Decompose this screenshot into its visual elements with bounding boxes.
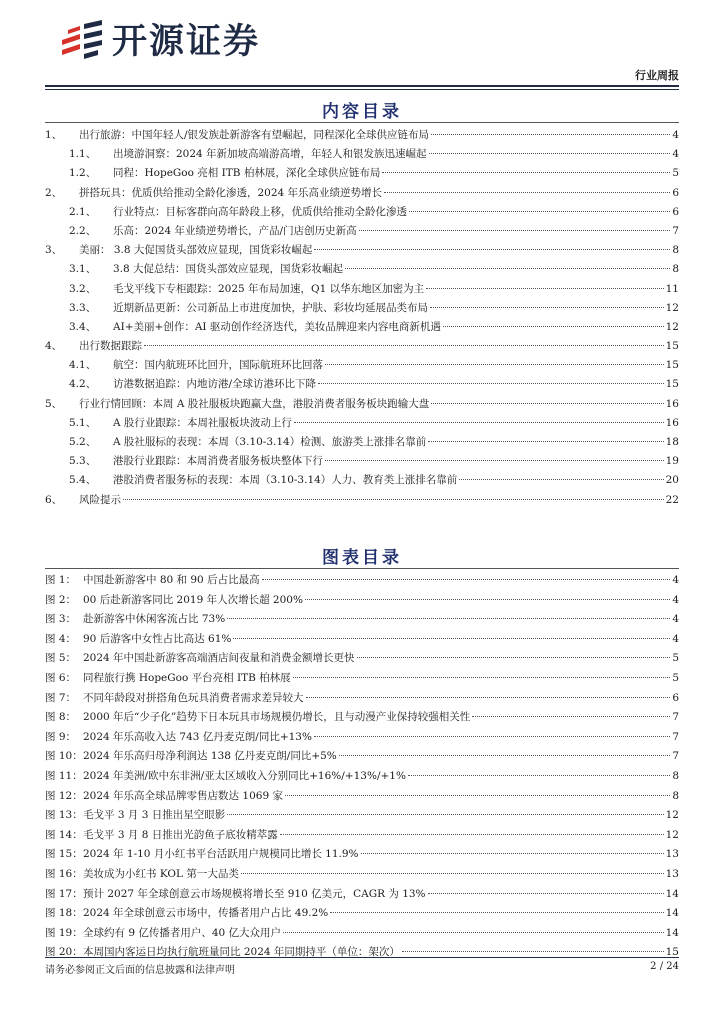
- entry-title: 出境游洞察：2024 年新加坡高端游高增，年轻人和银发族迅速崛起: [113, 148, 427, 161]
- entry-number: 2.1、: [69, 205, 97, 218]
- figure-entry[interactable]: [45, 748, 679, 768]
- figure-entry[interactable]: [45, 572, 679, 592]
- entry-page: 4: [672, 632, 679, 645]
- entry-title: 港股消费者服务标的表现：本周（3.10-3.14）人力、教育类上涨排名靠前: [113, 474, 458, 487]
- toc-entry[interactable]: [45, 300, 679, 319]
- dot-leader: [123, 499, 664, 500]
- entry-title: 2024 年中国赴新游客高端酒店间夜量和消费金额增长更快: [83, 652, 355, 665]
- dot-leader: [294, 422, 664, 423]
- figure-entry[interactable]: [45, 866, 679, 886]
- entry-page: 6: [672, 186, 679, 199]
- entry-page: 4: [672, 129, 679, 141]
- dot-leader: [306, 697, 671, 698]
- entry-page: 7: [672, 711, 679, 724]
- figure-entry[interactable]: [45, 592, 679, 612]
- entry-page: 5: [672, 167, 679, 180]
- entry-title: A 股社服标的表现：本周（3.10-3.14）检测、旅游类上涨排名靠前: [113, 436, 427, 448]
- entry-page: 8: [672, 769, 679, 782]
- entry-title: 行业行情回顾：本周 A 股社服板块跑赢大盘，港股消费者服务板块跑输大盘: [79, 397, 430, 410]
- figure-entry[interactable]: [45, 670, 679, 690]
- toc-entry[interactable]: [45, 146, 679, 165]
- entry-title: 出行旅游：中国年轻人/银发族赴新游客有望崛起，同程深化全球供应链布局: [79, 129, 430, 141]
- entry-title: 2000 年后“少子化”趋势下日本玩具市场规模仍增长，且与动漫产业保持较强相关性: [83, 711, 471, 724]
- entry-page: 12: [665, 828, 679, 841]
- entry-page: 14: [665, 926, 679, 939]
- entry-number: 4.2、: [69, 378, 97, 391]
- entry-page: 15: [665, 359, 679, 372]
- entry-page: 22: [665, 493, 679, 506]
- dot-leader: [357, 657, 671, 658]
- dot-leader: [382, 172, 670, 173]
- entry-title: 港股行业跟踪：本周消费者服务板块整体下行: [113, 455, 323, 468]
- dot-leader: [241, 873, 664, 874]
- entry-number: 图 8：: [45, 711, 77, 724]
- toc-entry[interactable]: [45, 492, 679, 511]
- entry-page: 4: [672, 613, 679, 626]
- entry-title: 本周国内客运日均执行航班量同比 2024 年同期持平（单位：架次）: [83, 946, 400, 959]
- entry-page: 6: [672, 691, 679, 704]
- entry-number: 5、: [45, 397, 63, 410]
- entry-title: 2024 年美洲/欧中东非洲/亚太区域收入分别同比+16%/+13%/+1%: [83, 769, 406, 782]
- dot-leader: [293, 677, 671, 678]
- entry-number: 5.4、: [69, 474, 97, 487]
- figure-entry[interactable]: [45, 827, 679, 847]
- entry-title: 2024 年乐高归母净利润达 138 亿丹麦克朗/同比+5%: [83, 750, 337, 763]
- entry-title: 同程旅行携 HopeGoo 平台亮相 ITB 柏林展: [83, 671, 291, 684]
- logo-mark-icon: [58, 20, 106, 64]
- entry-number: 图 13：: [45, 809, 83, 822]
- entry-number: 图 20：: [45, 946, 83, 959]
- header-divider: [45, 85, 679, 87]
- entry-number: 2、: [45, 186, 63, 199]
- logo-text: 开源证券: [112, 21, 261, 62]
- entry-title: 2024 年 1-10 月小红书平台活跃用户规模同比增长 11.9%: [83, 848, 359, 861]
- dot-leader: [285, 795, 670, 796]
- dot-leader: [325, 364, 664, 365]
- toc-entry[interactable]: [45, 261, 679, 280]
- entry-number: 图 3：: [45, 613, 77, 626]
- dot-leader: [409, 211, 670, 212]
- entry-title: 航空：国内航班环比回升，国际航班环比回落: [113, 359, 323, 372]
- entry-number: 3.3、: [69, 301, 97, 314]
- dot-leader: [227, 814, 663, 815]
- entry-page: 15: [665, 946, 679, 959]
- entry-page: 11: [665, 282, 679, 295]
- dot-leader: [443, 326, 664, 327]
- dot-leader: [472, 716, 670, 717]
- dot-leader: [361, 853, 664, 854]
- dot-leader: [144, 345, 664, 346]
- entry-page: 13: [665, 848, 679, 861]
- dot-leader: [359, 230, 671, 231]
- entry-title: 中国赴新游客中 80 和 90 后占比最高: [83, 574, 260, 586]
- dot-leader: [426, 288, 663, 289]
- toc-entry[interactable]: [45, 376, 679, 395]
- entry-page: 8: [672, 244, 679, 257]
- entry-title: 2024 年全球创意云市场中，传播者用户占比 49.2%: [83, 907, 329, 920]
- entry-page: 7: [672, 224, 679, 237]
- toc-entry[interactable]: [45, 415, 679, 434]
- dot-leader: [262, 579, 671, 580]
- entry-page: 6: [672, 205, 679, 218]
- figure-entry[interactable]: [45, 631, 679, 651]
- figures-title-divider: [45, 568, 679, 569]
- entry-number: 图 9：: [45, 730, 77, 743]
- entry-title: 美妆成为小红书 KOL 第一大品类: [83, 867, 239, 880]
- entry-number: 5.1、: [69, 416, 97, 429]
- entry-title: 毛戈平 3 月 3 日推出星空眼影: [83, 809, 226, 822]
- dot-leader: [227, 618, 670, 619]
- entry-title: 3.8 大促总结：国货头部效应显现，国货彩妆崛起: [113, 263, 344, 276]
- entry-title: 拼搭玩具：优质供给推动全龄化渗透，2024 年乐高业绩逆势增长: [79, 186, 383, 199]
- figure-entry[interactable]: [45, 709, 679, 729]
- entry-title: 出行数据跟踪: [79, 340, 142, 353]
- figure-entry[interactable]: [45, 905, 679, 925]
- dot-leader: [330, 912, 663, 913]
- entry-title: 00 后赴新游客同比 2019 年人次增长超 200%: [83, 593, 303, 606]
- toc-entry[interactable]: [45, 185, 679, 204]
- entry-number: 图 2：: [45, 593, 77, 606]
- dot-leader: [339, 755, 671, 756]
- footer-disclaimer: 请务必参阅正文后面的信息披露和法律声明: [45, 965, 235, 976]
- figure-entry[interactable]: [45, 925, 679, 945]
- entry-number: 3.1、: [69, 263, 97, 276]
- entry-number: 5.3、: [69, 455, 97, 468]
- dot-leader: [431, 403, 663, 404]
- dot-leader: [459, 479, 663, 480]
- entry-number: 图 1：: [45, 574, 77, 586]
- dot-leader: [430, 307, 664, 308]
- entry-number: 3.2、: [69, 282, 97, 295]
- entry-page: 7: [672, 750, 679, 763]
- entry-page: 12: [665, 301, 679, 314]
- entry-title: 同程：HopeGoo 亮相 ITB 柏林展，深化全球供应链布局: [113, 167, 381, 180]
- entry-page: 20: [665, 474, 679, 487]
- entry-number: 图 17：: [45, 887, 83, 900]
- entry-number: 图 6：: [45, 671, 77, 684]
- toc-entry[interactable]: [45, 338, 679, 357]
- entry-page: 4: [672, 574, 679, 586]
- entry-number: 2.2、: [69, 224, 97, 237]
- toc-entry[interactable]: [45, 223, 679, 242]
- entry-number: 6、: [45, 493, 63, 506]
- entry-title: 行业特点：目标客群向高年龄段上移，优质供给推动全龄化渗透: [113, 205, 407, 218]
- dot-leader: [314, 249, 670, 250]
- toc-entry[interactable]: [45, 127, 679, 146]
- entry-number: 图 16：: [45, 867, 83, 880]
- toc-entry[interactable]: [45, 204, 679, 223]
- figure-entry[interactable]: [45, 768, 679, 788]
- entry-page: 8: [672, 263, 679, 276]
- entry-page: 15: [665, 340, 679, 353]
- entry-number: 4、: [45, 340, 63, 353]
- entry-title: 风险提示: [79, 493, 121, 506]
- dot-leader: [402, 951, 664, 952]
- entry-page: 19: [665, 455, 679, 468]
- figure-entry[interactable]: [45, 807, 679, 827]
- figure-entry[interactable]: [45, 650, 679, 670]
- entry-number: 图 19：: [45, 926, 83, 939]
- entry-page: 15: [665, 378, 679, 391]
- figures-title: 图表目录: [322, 548, 402, 568]
- toc-entry[interactable]: [45, 165, 679, 184]
- dot-leader: [233, 638, 670, 639]
- entry-title: 90 后游客中女性占比高达 61%: [83, 632, 232, 645]
- toc-title: 内容目录: [322, 102, 402, 122]
- entry-page: 12: [665, 320, 679, 333]
- page-number: 2 / 24: [650, 961, 679, 972]
- figures-list: [45, 572, 679, 964]
- dot-leader: [384, 192, 670, 193]
- figure-entry[interactable]: [45, 846, 679, 866]
- entry-page: 14: [665, 887, 679, 900]
- toc-entry[interactable]: [45, 396, 679, 415]
- footer-divider: [45, 957, 679, 958]
- entry-title: 毛戈平线下专柜跟踪：2025 年布局加速，Q1 以华东地区加密为主: [113, 282, 425, 295]
- dot-leader: [345, 268, 670, 269]
- entry-title: 2024 年乐高收入达 743 亿丹麦克朗/同比+13%: [83, 730, 312, 743]
- entry-title: 2024 年乐高全球品牌零售店数达 1069 家: [83, 789, 283, 802]
- dot-leader: [280, 834, 664, 835]
- dot-leader: [431, 134, 670, 135]
- figure-entry[interactable]: [45, 788, 679, 808]
- dot-leader: [428, 893, 664, 894]
- entry-number: 图 4：: [45, 632, 77, 645]
- entry-number: 3.4、: [69, 320, 97, 333]
- entry-page: 7: [672, 730, 679, 743]
- header-divider-thin: [45, 89, 679, 90]
- entry-title: 全球约有 9 亿传播者用户、40 亿大众用户: [83, 926, 282, 939]
- toc-entry[interactable]: [45, 453, 679, 472]
- entry-page: 16: [665, 416, 679, 429]
- figure-entry[interactable]: [45, 729, 679, 749]
- company-logo: [58, 20, 260, 64]
- entry-number: 1、: [45, 129, 63, 141]
- entry-page: 16: [665, 397, 679, 410]
- toc-title-divider: [45, 122, 679, 123]
- toc-entry[interactable]: [45, 319, 679, 338]
- dot-leader: [314, 736, 670, 737]
- dot-leader: [408, 775, 670, 776]
- entry-number: 图 11：: [45, 769, 83, 782]
- entry-number: 5.2、: [69, 436, 97, 448]
- dot-leader: [428, 441, 663, 442]
- figure-entry[interactable]: [45, 690, 679, 710]
- entry-page: 13: [665, 867, 679, 880]
- toc-list: [45, 127, 679, 511]
- entry-title: 近期新品更新：公司新品上市进度加快，护肤、彩妆均延展品类布局: [113, 301, 428, 314]
- entry-number: 图 14：: [45, 828, 83, 841]
- entry-title: 不同年龄段对拼搭角色玩具消费者需求差异较大: [83, 691, 304, 704]
- dot-leader: [318, 383, 664, 384]
- entry-number: 图 18：: [45, 907, 83, 920]
- entry-title: 预计 2027 年全球创意云市场规模将增长至 910 亿美元，CAGR 为 13%: [83, 887, 426, 900]
- toc-entry[interactable]: [45, 242, 679, 261]
- entry-page: 12: [665, 809, 679, 822]
- dot-leader: [429, 153, 671, 154]
- toc-entry[interactable]: [45, 357, 679, 376]
- entry-title: 乐高：2024 年业绩逆势增长，产品/门店创历史新高: [113, 224, 357, 237]
- toc-entry[interactable]: [45, 472, 679, 491]
- toc-entry[interactable]: [45, 434, 679, 453]
- entry-number: 4.1、: [69, 359, 97, 372]
- entry-number: 图 12：: [45, 789, 83, 802]
- entry-title: 赴新游客中休闲客流占比 73%: [83, 613, 226, 626]
- entry-number: 图 5：: [45, 652, 77, 665]
- entry-number: 图 7：: [45, 691, 77, 704]
- entry-title: A 股行业跟踪：本周社服板块波动上行: [113, 416, 292, 429]
- entry-title: 毛戈平 3 月 8 日推出光韵鱼子底妆精萃露: [83, 828, 278, 841]
- entry-title: AI+美丽+创作：AI 驱动创作经济迭代，美妆品牌迎来内容电商新机遇: [113, 320, 441, 333]
- entry-page: 4: [672, 593, 679, 606]
- entry-page: 14: [665, 907, 679, 920]
- entry-number: 1.2、: [69, 167, 97, 180]
- toc-entry[interactable]: [45, 281, 679, 300]
- figure-entry[interactable]: [45, 886, 679, 906]
- entry-title: 访港数据追踪：内地访港/全球访港环比下降: [113, 378, 317, 391]
- entry-number: 图 15：: [45, 848, 83, 861]
- entry-page: 5: [672, 671, 679, 684]
- dot-leader: [305, 599, 670, 600]
- entry-number: 3、: [45, 244, 63, 257]
- entry-page: 4: [672, 148, 679, 161]
- entry-number: 图 10：: [45, 750, 83, 763]
- dot-leader: [283, 932, 664, 933]
- doc-type-label: 行业周报: [635, 69, 679, 82]
- entry-page: 18: [665, 436, 679, 448]
- entry-number: 1.1、: [69, 148, 97, 161]
- dot-leader: [325, 460, 664, 461]
- entry-title: 美丽： 3.8 大促国货头部效应显现，国货彩妆崛起: [79, 244, 313, 257]
- entry-page: 8: [672, 789, 679, 802]
- entry-page: 5: [672, 652, 679, 665]
- figure-entry[interactable]: [45, 611, 679, 631]
